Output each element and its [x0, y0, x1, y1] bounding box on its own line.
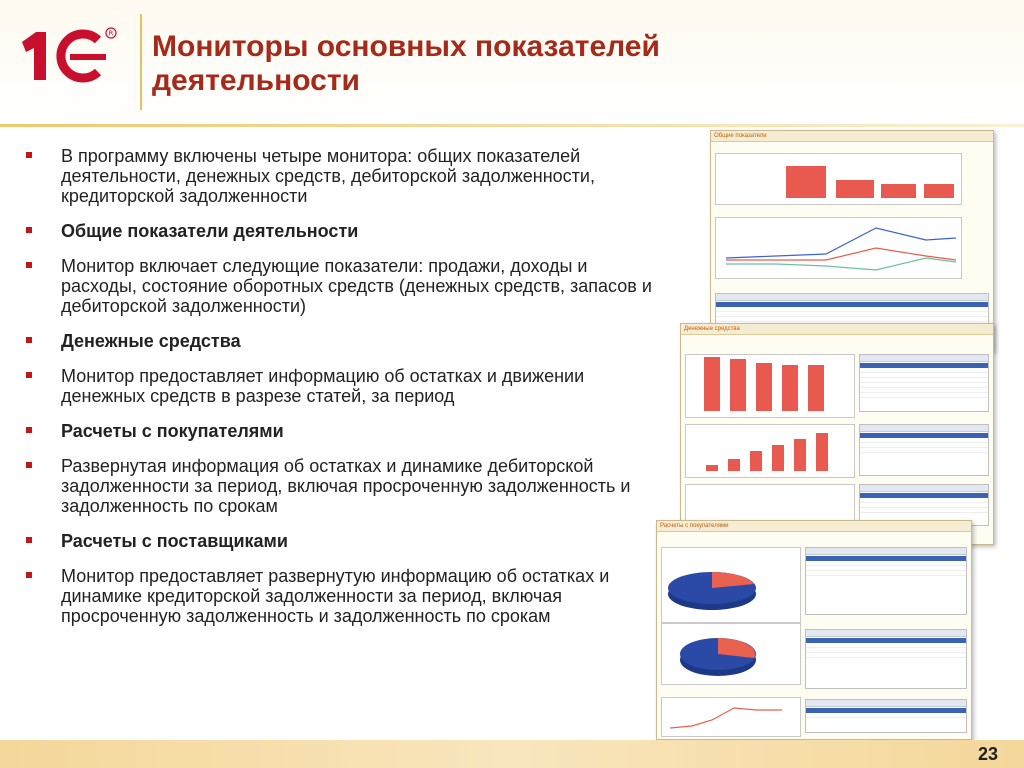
bullet-text: В программу включены четыре монитора: общих показателей деятельности, денежных средств, дебиторской задолженности, кредиторской задолженности: [61, 146, 595, 206]
bullet-marker: [26, 227, 32, 233]
bullet-item: [24, 256, 664, 316]
bullet-marker: [26, 152, 32, 158]
bullet-marker: [26, 262, 32, 268]
chart-bar: [782, 365, 798, 411]
svg-text:R: R: [108, 29, 114, 38]
window-title: Денежные средства: [681, 324, 993, 335]
chart-bar: [924, 184, 954, 198]
chart-bar: [794, 439, 806, 471]
chart-bar: [730, 359, 746, 411]
cash-receipts-table: [859, 424, 989, 476]
sales-chart-panel: [715, 153, 962, 205]
bullet-text: Общие показатели деятельности: [61, 221, 359, 241]
overdue-table: [805, 629, 967, 689]
bullet-marker: [26, 462, 32, 468]
receivables-table: [805, 547, 967, 615]
bullet-text: Монитор включает следующие показатели: продажи, доходы и расходы, состояние оборотных средств (денежных средств, запасов и дебиторской задолженности): [61, 256, 652, 316]
chart-bar: [772, 445, 784, 471]
bullet-item: [24, 221, 664, 241]
header-divider: [140, 14, 142, 110]
pie-chart: [662, 624, 800, 684]
bullet-text: Монитор предоставляет развернутую информацию об остатках и динамике кредиторской задолженности за период, включая просроченную задолженность и задолженность по срокам: [61, 566, 610, 626]
cash-balance-chart-panel: [685, 354, 855, 418]
cash-receipts-chart-panel: [685, 424, 855, 478]
payables-table: [805, 699, 967, 733]
bullet-item: [24, 331, 664, 351]
bullet-text: Денежные средства: [61, 331, 241, 351]
bullet-item: [24, 566, 664, 626]
bullet-marker: [26, 572, 32, 578]
bullet-item: [24, 366, 664, 406]
chart-bar: [750, 451, 762, 471]
receivables-dynamics-panel: [661, 697, 801, 737]
screenshot-cash: [680, 323, 994, 545]
pie-chart: [662, 548, 800, 622]
chart-bar: [808, 365, 824, 411]
bullet-item: [24, 456, 664, 516]
line-chart: [662, 698, 800, 736]
chart-bar: [816, 433, 828, 471]
window-title: Общие показатели: [711, 131, 993, 142]
bullet-marker: [26, 537, 32, 543]
bullet-text: Расчеты с покупателями: [61, 421, 284, 441]
chart-bar: [836, 180, 874, 198]
cash-accounts-table: [859, 354, 989, 412]
screenshot-customer-settlements: [656, 520, 972, 740]
chart-bar: [786, 166, 826, 198]
1c-logo: [20, 26, 120, 86]
bullet-marker: [26, 372, 32, 378]
chart-bar: [704, 357, 720, 411]
chart-bar: [706, 465, 718, 471]
receivables-pie-panel: [661, 547, 801, 623]
bullet-marker: [26, 337, 32, 343]
chart-bar: [728, 459, 740, 471]
bullet-item: [24, 531, 664, 551]
window-title: Расчеты с покупателями: [657, 521, 971, 532]
bullet-text: Монитор предоставляет информацию об остатках и движении денежных средств в разрезе статей, за период: [61, 366, 585, 406]
bullet-list: [24, 146, 664, 641]
bullet-item: [24, 146, 664, 206]
screenshot-general-indicators: [710, 130, 994, 352]
footer-band: [0, 740, 1024, 768]
header-rule: [0, 124, 1024, 127]
chart-bar: [756, 363, 772, 411]
overdue-pie-panel: [661, 623, 801, 685]
income-expense-chart-panel: [715, 217, 962, 279]
bullet-text: Развернутая информация об остатках и динамике дебиторской задолженности за период, включая просроченную задолженность и задолженность по срокам: [61, 456, 631, 516]
chart-bar: [881, 184, 916, 198]
title-line-1: Мониторы основных показателей: [152, 30, 660, 63]
bullet-marker: [26, 427, 32, 433]
slide-title: [152, 30, 712, 98]
page-number: 23: [977, 744, 998, 764]
bullet-text: Расчеты с поставщиками: [61, 531, 288, 551]
title-line-2: деятельности: [152, 64, 360, 97]
slide-header: [0, 0, 1024, 122]
line-chart: [716, 218, 961, 278]
bullet-item: [24, 421, 664, 441]
